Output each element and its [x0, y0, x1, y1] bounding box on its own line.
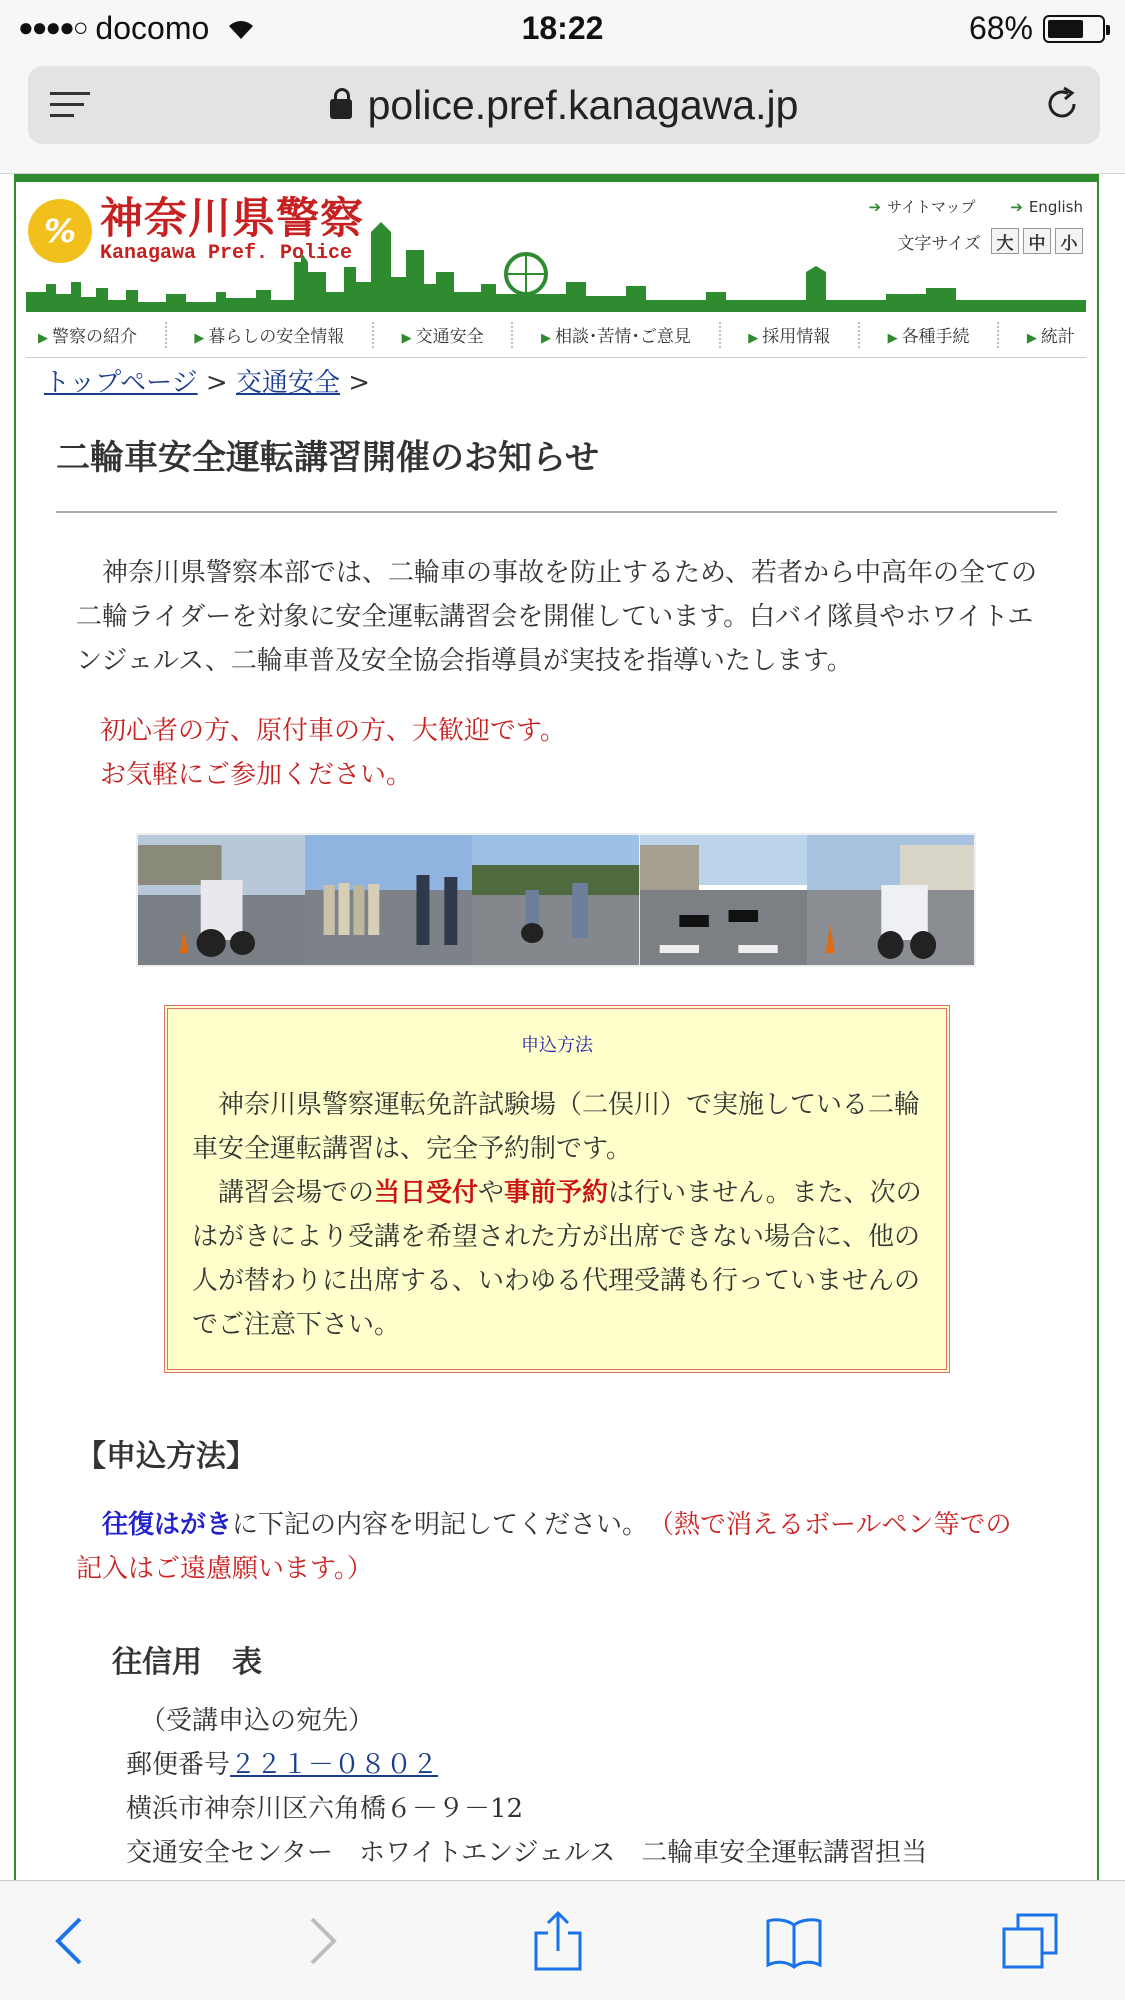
back-icon[interactable] [42, 1911, 102, 1971]
clock: 18:22 [521, 10, 604, 46]
status-bar [0, 0, 1125, 56]
notice-title: 申込方法 [521, 1035, 593, 1056]
utility-links [839, 196, 1083, 217]
carrier: ●●●●○ docomo [18, 10, 256, 47]
nav-item-about[interactable]: ▶ 警察の紹介 [38, 327, 137, 347]
english-link[interactable]: ➔ English [1010, 198, 1083, 216]
site-logo[interactable]: % 神奈川県警察 Kanagawa Pref. Police [28, 196, 364, 265]
photo-course [472, 835, 639, 965]
arrow-icon: ➔ [868, 198, 882, 216]
nav-divider [372, 322, 374, 348]
web-page [14, 174, 1099, 1880]
arrow-icon: ➔ [1010, 198, 1023, 216]
tabs-icon[interactable] [1000, 1911, 1060, 1971]
breadcrumb-home-link[interactable]: トップページ [44, 368, 198, 398]
nav-divider [858, 322, 860, 348]
page-title: 二輪車安全運転講習開催のお知らせ [56, 430, 1057, 513]
browser-toolbar [0, 1880, 1125, 2000]
triangle-icon: ▶ [887, 331, 898, 346]
triangle-icon: ▶ [540, 331, 551, 346]
intro-paragraph: 神奈川県警察本部では、二輪車の事故を防止するため、若者から中高年の全ての二輪ライダーを対象に安全運転講習会を開催しています。白バイ隊員やホワイトエンジェルス、二輪車普及安全協会指導員が実技を指導いたします。 [76, 558, 1037, 676]
lock-icon [330, 99, 352, 119]
triangle-icon: ▶ [401, 331, 412, 346]
battery-icon [1043, 15, 1105, 43]
nav-divider [511, 322, 513, 348]
notice-box [164, 1005, 950, 1373]
nav-divider [165, 322, 167, 348]
main-nav [26, 312, 1087, 358]
triangle-icon: ▶ [194, 331, 205, 346]
postcard-heading: 往信用 表 [112, 1645, 262, 1680]
breadcrumb: トップページ > 交通安全 > [44, 368, 371, 398]
mailing-address: （受講申込の宛先） 郵便番号２２１－０８０２ 横浜市神奈川区六角橋６－９－12 交通安全センター ホワイトエンジェルス 二輪車安全運転講習担当 [126, 1706, 928, 1868]
city-skyline-banner [26, 222, 1086, 312]
nav-item-recruit[interactable]: ▶ 採用情報 [748, 327, 831, 347]
bookmarks-icon[interactable] [764, 1911, 824, 1971]
signal-icon: ●●●●○ [18, 12, 87, 42]
nav-divider [719, 322, 721, 348]
method-paragraph: 往復はがきに下記の内容を明記してください。 （熱で消えるボールペン等での記入はご遠慮願います。） [76, 1510, 1012, 1584]
nav-item-traffic[interactable]: ▶ 交通安全 [401, 327, 484, 347]
battery: 68% [969, 10, 1105, 47]
site-header [16, 182, 1097, 312]
nav-item-consult[interactable]: ▶ 相談･苦情･ご意見 [540, 327, 691, 347]
photo-participants [305, 835, 472, 965]
font-size-control: 文字サイズ 大 中 小 [897, 228, 1083, 254]
url-text: police.pref.kanagawa.jp [367, 82, 799, 128]
nav-item-stats[interactable]: ▶ 統計 [1026, 327, 1075, 347]
nav-divider [997, 322, 999, 348]
font-size-large-button[interactable]: 大 [991, 228, 1019, 254]
reload-icon[interactable] [1042, 84, 1082, 134]
photo-motorcycle [138, 835, 305, 965]
breadcrumb-traffic-link[interactable]: 交通安全 [236, 368, 341, 398]
battery-level [1048, 20, 1083, 38]
photo-white-bike [807, 835, 974, 965]
notice-body: 神奈川県警察運転免許試験場（二俣川）で実施している二輪車安全運転講習は、完全予約制です。 講習会場での当日受付や事前予約は行いません。また、次のはがきにより受講を希望された方が出席できない場合に、他の人が替わりに出席する、いわゆる代理受講も行っていませんのでご注意下さい。 [192, 1090, 922, 1340]
triangle-icon: ▶ [38, 331, 48, 346]
forward-icon[interactable] [290, 1911, 350, 1971]
font-size-medium-button[interactable]: 中 [1023, 228, 1051, 254]
triangle-icon: ▶ [1026, 331, 1037, 346]
font-size-small-button[interactable]: 小 [1055, 228, 1083, 254]
browser-chrome [0, 56, 1125, 174]
nav-item-procedures[interactable]: ▶ 各種手続 [887, 327, 970, 347]
police-emblem-icon: % [28, 199, 92, 263]
sitemap-link[interactable]: ➔ サイトマップ [868, 198, 976, 216]
postal-code-link[interactable]: ２２１－０８０２ [230, 1750, 439, 1780]
section-heading: 【申込方法】 [76, 1439, 256, 1474]
address-bar[interactable] [28, 66, 1100, 144]
share-icon[interactable] [528, 1911, 588, 1971]
welcome-message: 初心者の方、原付車の方、大歓迎です。 お気軽にご参加ください。 [100, 716, 566, 790]
triangle-icon: ▶ [748, 331, 759, 346]
training-photos [136, 833, 976, 967]
nav-item-safety[interactable]: ▶ 暮らしの安全情報 [194, 327, 345, 347]
photo-cones [640, 835, 807, 965]
